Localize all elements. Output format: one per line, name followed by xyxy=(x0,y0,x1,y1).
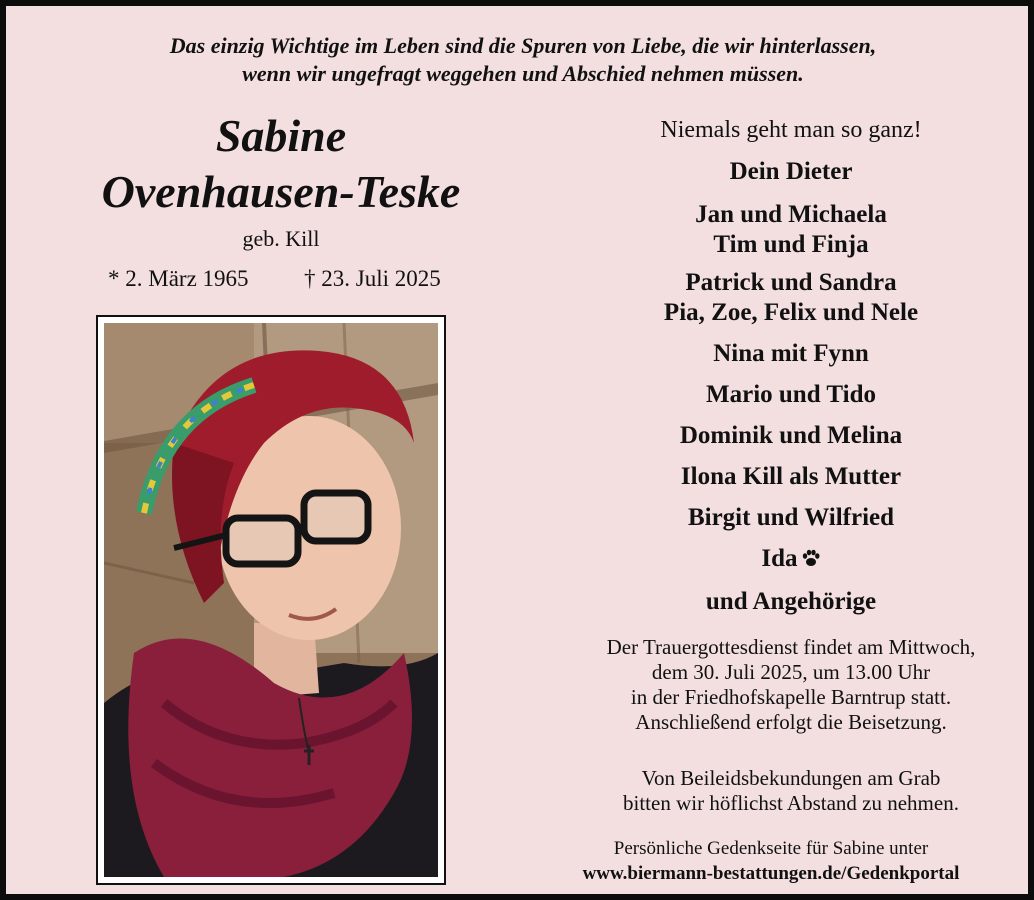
mourner-5: Nina mit Fynn xyxy=(713,340,869,367)
portrait-image xyxy=(104,323,438,877)
mourner-9: Birgit und Wilfried xyxy=(687,504,895,531)
portal-url[interactable]: www.biermann-bestattungen.de/Gedenkportal xyxy=(582,863,960,884)
deceased-first-name: Sabine xyxy=(215,110,347,161)
funeral-service-info xyxy=(561,635,1021,735)
death-date: † 23. Juli 2025 xyxy=(304,266,441,291)
mourner-0: Dein Dieter xyxy=(729,158,853,185)
birth-date: * 2. März 1965 xyxy=(108,266,249,291)
mourner-2: Tim und Finja xyxy=(713,231,869,258)
deceased-last-name: Ovenhausen-Teske xyxy=(101,166,461,217)
portrait-photo xyxy=(96,315,446,885)
motto: Niemals geht man so ganz! xyxy=(660,117,922,143)
mourner-4: Pia, Zoe, Felix und Nele xyxy=(663,299,919,326)
service-line-2: dem 30. Juli 2025, um 13.00 Uhr xyxy=(651,660,931,684)
maiden-name: geb. Kill xyxy=(242,226,320,251)
mourner-3: Patrick und Sandra xyxy=(685,269,897,296)
condolence-line-1: Von Beileidsbekundungen am Grab xyxy=(641,766,941,790)
mourner-10-line xyxy=(591,544,991,575)
mourner-6: Mario und Tido xyxy=(706,381,876,408)
service-line-1: Der Trauergottesdienst findet am Mittwoch, xyxy=(606,635,976,659)
memorial-portal xyxy=(536,836,1006,886)
mourner-8: Ilona Kill als Mutter xyxy=(680,463,902,490)
mourner-1: Jan und Michaela xyxy=(695,201,887,228)
mourner-7: Dominik und Melina xyxy=(679,422,903,449)
service-line-3: in der Friedhofskapelle Barntrup statt. xyxy=(630,685,952,709)
condolence-request xyxy=(561,766,1021,816)
service-line-4: Anschließend erfolgt die Beisetzung. xyxy=(635,710,947,734)
quote-line-2: wenn wir ungefragt weggehen und Abschied nehmen müssen. xyxy=(242,61,804,86)
memorial-quote xyxy=(36,32,1010,88)
quote-line-1: Das einzig Wichtige im Leben sind die Spuren von Liebe, die wir hinterlassen, xyxy=(169,33,877,58)
mourner-11: und Angehörige xyxy=(705,588,877,615)
paw-icon xyxy=(801,546,821,575)
condolence-line-2: bitten wir höflichst Abstand zu nehmen. xyxy=(623,791,959,815)
mourner-10: Ida xyxy=(761,545,798,572)
portal-intro: Persönliche Gedenkseite für Sabine unter xyxy=(613,838,929,859)
